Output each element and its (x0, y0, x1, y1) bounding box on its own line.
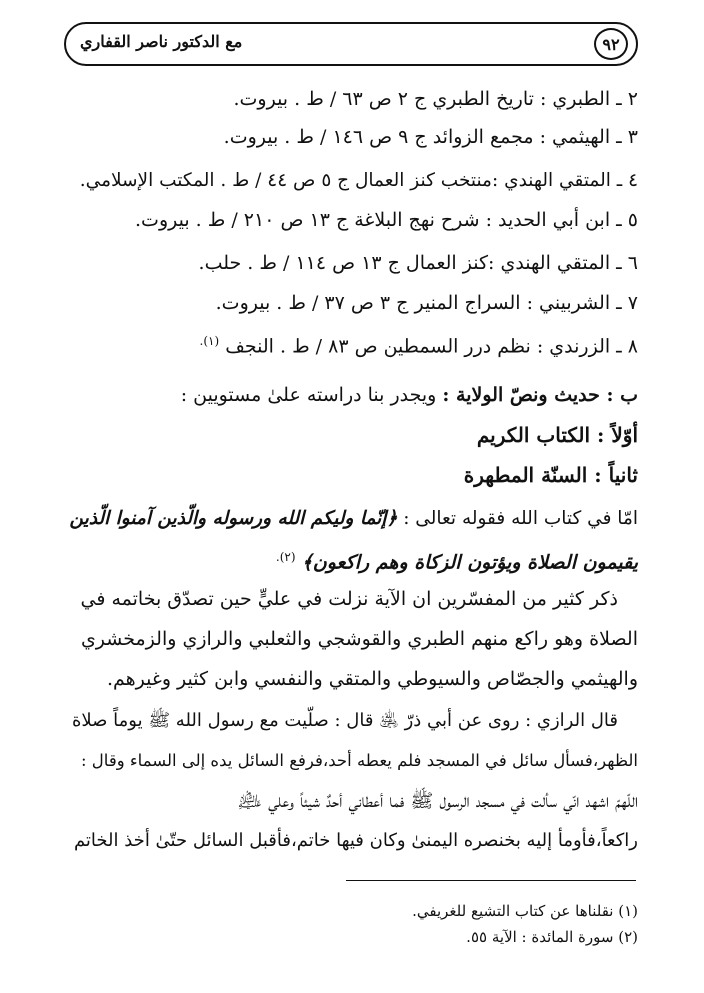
page-number: ٩٢ (594, 28, 628, 60)
reference-text: ٨ ـ الزرندي : نظم درر السمطين ص ٨٣ / ط . النجف (225, 335, 638, 358)
paragraph-line: اللّهمّ اشهد انّي سألت في مسجد الرسول ﷺ فما أعطاني أحدٌ شيئاً وعلي ﵇ (237, 790, 638, 812)
footnote: (١) نقلناها عن كتاب التشيع للغريفي. (412, 902, 638, 920)
section-b-text: ويجدر بنا دراسته علىٰ مستويين : (180, 384, 437, 406)
reference-item (200, 326, 638, 361)
reference-item: ٦ ـ المتقي الهندي :كنز العمال ج ١٣ ص ١١٤ / ط . حلب. (198, 252, 638, 274)
reference-item: ٤ ـ المتقي الهندي :منتخب كنز العمال ج ٥ ص ٤٤ / ط . المكتب الإسلامي. (79, 170, 638, 191)
heading-first: أوّلاً : الكتاب الكريم (476, 423, 638, 447)
reference-item: ٢ ـ الطبري : تاريخ الطبري ج ٢ ص ٦٣ / ط . بيروت. (233, 88, 638, 110)
footnote-separator (346, 880, 636, 881)
section-b-line (181, 380, 638, 410)
paragraph-line: راكعاً،فأومأ إليه بخنصره اليمنىٰ وكان فيها خاتم،فأقبل السائل حتّىٰ أخذ الخاتم (73, 830, 638, 851)
paragraph-line: والهيثمي والجصّاص والسيوطي والمتقي والنفسي وابن كثير وغيرهم. (106, 668, 638, 690)
reference-item: ٣ ـ الهيثمي : مجمع الزوائد ج ٩ ص ١٤٦ / ط . بيروت. (223, 126, 638, 148)
page-header (64, 22, 638, 66)
quran-verse-part-1: ﴿إنّما وليكم الله ورسوله والّذين آمنوا الّذين (69, 508, 398, 529)
paragraph-line: الصلاة وهو راكع منهم الطبري والقوشجي والثعلبي والرازي والزمخشري (80, 628, 638, 650)
footnote-marker: (١). (199, 334, 220, 348)
quran-line-2 (276, 542, 638, 577)
heading-second: ثانياً : السنّة المطهرة (463, 463, 638, 487)
quran-intro: امّا في كتاب الله فقوله تعالى : (403, 508, 638, 529)
quran-verse-part-2: يقيمون الصلاة ويؤتون الزكاة وهم راكعون﴾ (301, 551, 638, 574)
paragraph-line: ذكر كثير من المفسّرين ان الآية نزلت في عليٍّ حين تصدّق بخاتمه في (80, 588, 618, 610)
reference-item: ٥ ـ ابن أبي الحديد : شرح نهج البلاغة ج ١٣ ص ٢١٠ / ط . بيروت. (135, 209, 638, 231)
footnote-marker: (٢). (275, 550, 296, 564)
reference-item: ٧ ـ الشربيني : السراج المنير ج ٣ ص ٣٧ / ط . بيروت. (215, 292, 638, 314)
section-b-label: ب : حديث ونصّ الولاية : (442, 384, 638, 406)
running-title: مع الدكتور ناصر القفاري (80, 32, 243, 51)
quran-line-1 (70, 504, 639, 534)
paragraph-line: قال الرازي : روى عن أبي ذرّ ﵁ قال : صلّيت مع رسول الله ﷺ يوماً صلاة (72, 710, 618, 731)
footnote: (٢) سورة المائدة : الآية ٥٥. (466, 928, 638, 946)
paragraph-line: الظهر،فسأل سائل في المسجد فلم يعطه أحد،فرفع السائل يده إلى السماء وقال : (81, 751, 638, 770)
